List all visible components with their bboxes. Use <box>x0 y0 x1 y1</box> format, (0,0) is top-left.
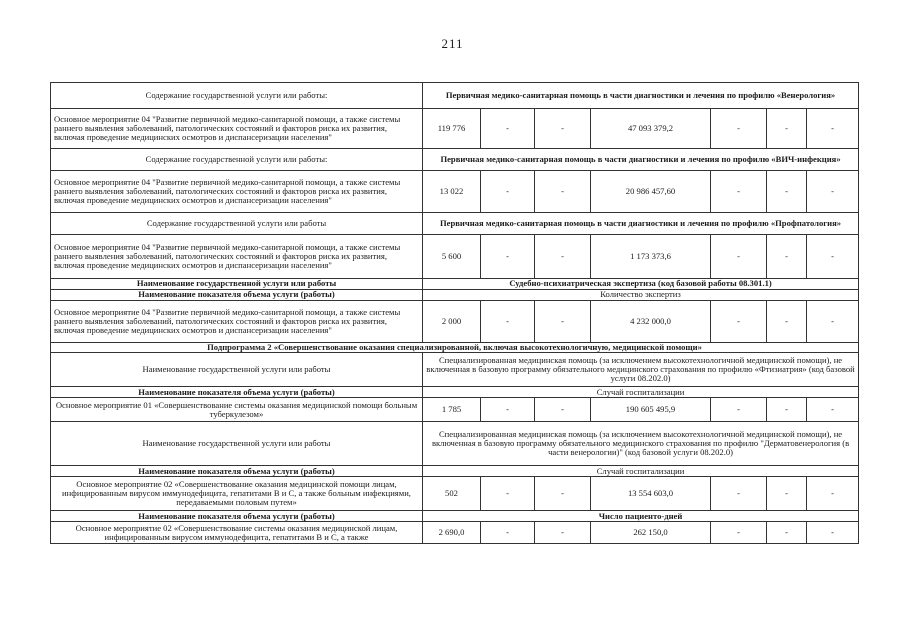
empty-value: - <box>481 398 535 422</box>
empty-value: - <box>711 171 767 213</box>
empty-value: - <box>807 235 859 279</box>
service-name-row <box>51 353 859 387</box>
empty-value: - <box>807 477 859 511</box>
indicator-name-label: Наименование показателя объема услуги (работы) <box>51 387 423 398</box>
service-content-label: Содержание государственной услуги или работы: <box>51 149 423 171</box>
empty-value: - <box>481 522 535 544</box>
empty-value: - <box>711 109 767 149</box>
service-name-row <box>51 279 859 290</box>
empty-value: - <box>535 109 591 149</box>
indicator-name-label: Наименование показателя объема услуги (работы) <box>51 466 423 477</box>
section-title: Первичная медико-санитарная помощь в части диагностики и лечения по профилю «ВИЧ-инфекция» <box>423 149 859 171</box>
indicator-name-value: Случай госпитализации <box>423 466 859 477</box>
empty-value: - <box>535 301 591 343</box>
table-row <box>51 109 859 149</box>
budget-table <box>50 82 859 544</box>
service-name-value: Специализированная медицинская помощь (за исключением высокотехнологичной медицинской помощи), не включенная в базовую программу обязательного медицинского страхования по профилю «Фтизиатрия» (код базовой услуги 08.202.0) <box>423 353 859 387</box>
indicator-row <box>51 290 859 301</box>
empty-value: - <box>535 522 591 544</box>
amount-value: 4 232 000,0 <box>591 301 711 343</box>
empty-value: - <box>767 171 807 213</box>
empty-value: - <box>767 398 807 422</box>
indicator-name-value: Число пациенто-дней <box>423 511 859 522</box>
subprogram-row <box>51 343 859 353</box>
empty-value: - <box>767 235 807 279</box>
activity-text: Основное мероприятие 02 «Совершенствование системы оказания медицинской лицам, инфицированным вирусом иммунодефицита, гепатитами В и С, а также <box>51 522 423 544</box>
service-name-label: Наименование государственной услуги или работы <box>51 279 423 290</box>
indicator-name-value: Количество экспертиз <box>423 290 859 301</box>
empty-value: - <box>535 477 591 511</box>
indicator-row <box>51 511 859 522</box>
amount-value: 13 554 603,0 <box>591 477 711 511</box>
indicator-name-value: Случай госпитализации <box>423 387 859 398</box>
service-name-row <box>51 422 859 466</box>
empty-value: - <box>807 301 859 343</box>
empty-value: - <box>535 235 591 279</box>
activity-text: Основное мероприятие 04 "Развитие первичной медико-санитарной помощи, а также системы раннего выявления заболеваний, патологических состояний и факторов риска их развития, включая проведение медицинских осмотров и диспансеризации населения" <box>51 301 423 343</box>
table-row <box>51 235 859 279</box>
empty-value: - <box>711 301 767 343</box>
table-row <box>51 301 859 343</box>
amount-value: 20 986 457,60 <box>591 171 711 213</box>
empty-value: - <box>481 301 535 343</box>
indicator-name-label: Наименование показателя объема услуги (работы) <box>51 511 423 522</box>
amount-value: 190 605 495,9 <box>591 398 711 422</box>
empty-value: - <box>807 109 859 149</box>
volume-value: 13 022 <box>423 171 481 213</box>
table-row <box>51 522 859 544</box>
empty-value: - <box>711 522 767 544</box>
subprogram-title: Подпрограмма 2 «Совершенствование оказания специализированной, включая высокотехнологичную, медицинской помощи» <box>51 343 859 353</box>
volume-value: 2 690,0 <box>423 522 481 544</box>
empty-value: - <box>481 171 535 213</box>
indicator-row <box>51 387 859 398</box>
volume-value: 502 <box>423 477 481 511</box>
empty-value: - <box>481 109 535 149</box>
empty-value: - <box>711 235 767 279</box>
empty-value: - <box>711 477 767 511</box>
activity-text: Основное мероприятие 02 «Совершенствование оказания медицинской помощи лицам, инфицированным вирусом иммунодефицита, гепатитами В и С, а также больным инфекциями, передаваемыми половым путем» <box>51 477 423 511</box>
table-row <box>51 477 859 511</box>
section-title: Первичная медико-санитарная помощь в части диагностики и лечения по профилю «Профпатология» <box>423 213 859 235</box>
service-content-label: Содержание государственной услуги или работы <box>51 213 423 235</box>
table-row <box>51 171 859 213</box>
empty-value: - <box>807 171 859 213</box>
empty-value: - <box>767 109 807 149</box>
service-name-value: Специализированная медицинская помощь (за исключением высокотехнологичной медицинской помощи), не включенная в базовую программу обязательного медицинского страхования по профилю "Дерматовенерология (в части венерологии)" (код базовой услуги 08.202.0) <box>423 422 859 466</box>
volume-value: 5 600 <box>423 235 481 279</box>
empty-value: - <box>807 522 859 544</box>
service-name-label: Наименование государственной услуги или работы <box>51 422 423 466</box>
volume-value: 119 776 <box>423 109 481 149</box>
empty-value: - <box>767 522 807 544</box>
empty-value: - <box>481 477 535 511</box>
activity-text: Основное мероприятие 01 «Совершенствование системы оказания медицинской помощи больным туберкулезом» <box>51 398 423 422</box>
indicator-name-label: Наименование показателя объема услуги (работы) <box>51 290 423 301</box>
volume-value: 2 000 <box>423 301 481 343</box>
empty-value: - <box>535 398 591 422</box>
empty-value: - <box>535 171 591 213</box>
service-content-label: Содержание государственной услуги или работы: <box>51 83 423 109</box>
section-header-row <box>51 213 859 235</box>
activity-text: Основное мероприятие 04 "Развитие первичной медико-санитарной помощи, а также системы раннего выявления заболеваний, патологических состояний и факторов риска их развития, включая проведение медицинских осмотров и диспансеризации населения" <box>51 109 423 149</box>
activity-text: Основное мероприятие 04 "Развитие первичной медико-санитарной помощи, а также системы раннего выявления заболеваний, патологических состояний и факторов риска их развития, включая проведение медицинских осмотров и диспансеризации населения" <box>51 171 423 213</box>
service-name-label: Наименование государственной услуги или работы <box>51 353 423 387</box>
volume-value: 1 785 <box>423 398 481 422</box>
table-row <box>51 398 859 422</box>
empty-value: - <box>767 301 807 343</box>
activity-text: Основное мероприятие 04 "Развитие первичной медико-санитарной помощи, а также системы раннего выявления заболеваний, патологических состояний и факторов риска их развития, включая проведение медицинских осмотров и диспансеризации населения" <box>51 235 423 279</box>
amount-value: 1 173 373,6 <box>591 235 711 279</box>
service-name-value: Судебно-психиатрическая экспертиза (код базовой работы 08.301.1) <box>423 279 859 290</box>
empty-value: - <box>711 398 767 422</box>
empty-value: - <box>767 477 807 511</box>
amount-value: 262 150,0 <box>591 522 711 544</box>
page-number: 211 <box>441 36 464 51</box>
section-header-row <box>51 149 859 171</box>
amount-value: 47 093 379,2 <box>591 109 711 149</box>
section-header-row <box>51 83 859 109</box>
section-title: Первичная медико-санитарная помощь в части диагностики и лечения по профилю «Венерология» <box>423 83 859 109</box>
empty-value: - <box>807 398 859 422</box>
indicator-row <box>51 466 859 477</box>
empty-value: - <box>481 235 535 279</box>
